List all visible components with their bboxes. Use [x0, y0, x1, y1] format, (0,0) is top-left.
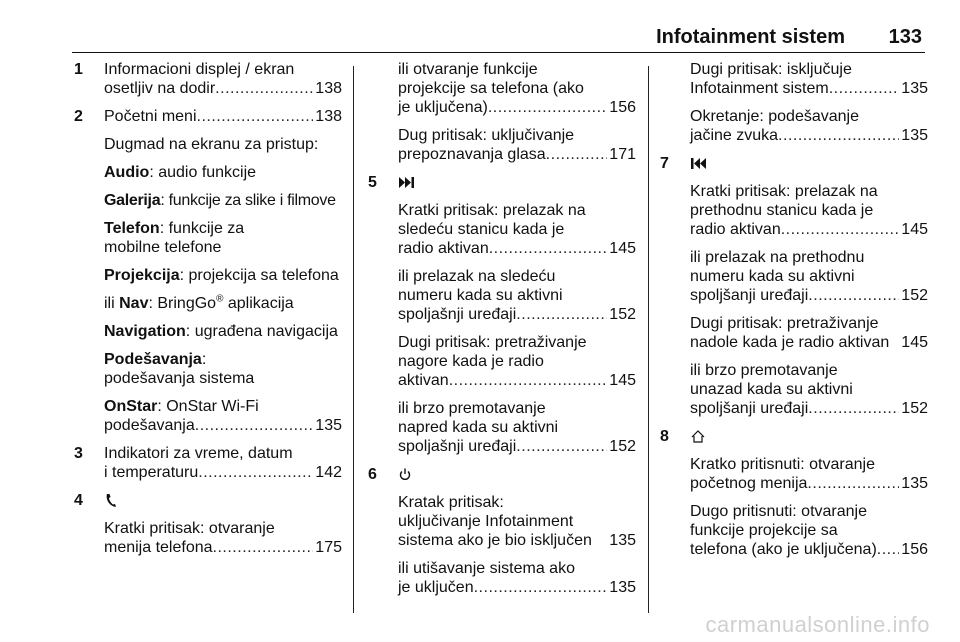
list-item-3 — [74, 444, 342, 482]
term-navigation: Navigation — [104, 323, 186, 340]
item-text: unazad kada su aktivni — [690, 381, 853, 398]
item-text: osetljiv na dodir — [104, 80, 216, 97]
leader-dots — [877, 540, 900, 559]
item-text: Infotainment sistem — [690, 80, 829, 97]
list-item-continued — [660, 60, 928, 145]
term-telefon: Telefon — [104, 220, 160, 237]
item-text: numeru kada su aktivni — [398, 287, 563, 304]
item-text: radio aktivan — [398, 240, 489, 257]
item-text: jačine zvuka — [690, 127, 779, 144]
registered-mark: ® — [216, 293, 224, 305]
item-text: sledeću stanicu kada je — [398, 221, 565, 238]
leader-dots — [449, 371, 608, 390]
page-reference[interactable]: 145 — [609, 240, 636, 257]
term-onstar: OnStar — [104, 398, 158, 415]
item-text: spoljšanji uređaji — [690, 400, 809, 417]
leader-dots — [489, 239, 608, 258]
page-reference[interactable]: 152 — [609, 438, 636, 455]
term-description: : ugrađena navigacija — [185, 323, 338, 340]
page-reference[interactable]: 171 — [609, 146, 636, 163]
item-text: nagore kada je radio — [398, 353, 544, 370]
item-text: Informacioni displej / ekran — [104, 61, 295, 78]
leader-dots — [474, 578, 608, 597]
phone-icon — [104, 491, 118, 510]
item-text: sistema ako je bio isključen — [398, 532, 592, 549]
item-text: Okretanje: podešavanje — [690, 108, 859, 125]
item-text: numeru kada su aktivni — [690, 268, 855, 285]
term-prefix: ili — [104, 295, 120, 312]
item-text: ili prelazak na sledeću — [398, 268, 556, 285]
column-3 — [660, 60, 928, 568]
page-header — [0, 26, 960, 54]
page-reference[interactable]: 145 — [609, 372, 636, 389]
item-text: je uključena) — [398, 99, 488, 116]
item-text: funkcije projekcije sa — [690, 522, 838, 539]
leader-dots — [807, 474, 899, 493]
list-item-2 — [74, 107, 342, 435]
term-description: : audio funkcije — [149, 164, 257, 181]
page-reference[interactable]: 145 — [901, 221, 928, 238]
home-icon — [690, 427, 706, 446]
list-item-8 — [660, 427, 928, 559]
item-text: Dugmad na ekranu za pristup: — [104, 136, 319, 153]
item-text: Početni meni — [104, 108, 197, 125]
list-item-4 — [74, 491, 342, 557]
page-reference[interactable]: 138 — [315, 108, 342, 125]
term-projekcija: Projekcija — [104, 267, 180, 284]
term-description: : funkcije za — [159, 220, 245, 237]
item-text: Dug pritisak: uključivanje — [398, 127, 575, 144]
leader-dots — [546, 145, 608, 164]
page-reference[interactable]: 135 — [901, 475, 928, 492]
item-text: spoljašnji uređaji — [398, 306, 517, 323]
item-text: telefona (ako je uključena) — [690, 541, 877, 558]
leader-dots — [516, 305, 607, 324]
item-text: ili otvaranje funkcije — [398, 61, 538, 78]
page-reference[interactable]: 156 — [609, 99, 636, 116]
page-title: Infotainment sistem — [656, 26, 845, 48]
item-text: projekcije sa telefona (ako — [398, 80, 584, 97]
item-text: Kratak pritisak: — [398, 494, 504, 511]
item-number: 3 — [74, 445, 83, 462]
leader-dots — [829, 79, 900, 98]
term-description: : projekcija sa telefona — [179, 267, 339, 284]
item-text: Kratki pritisak: otvaranje — [104, 520, 275, 537]
leader-dots — [195, 416, 314, 435]
item-text: Dugo pritisnuti: otvaranje — [690, 503, 867, 520]
item-number: 6 — [368, 466, 377, 483]
list-item-5 — [368, 173, 636, 456]
item-number: 7 — [660, 155, 669, 172]
item-text: spoljšanji uređaji — [690, 287, 809, 304]
next-track-icon — [398, 173, 416, 192]
item-text: prethodnu stanicu kada je — [690, 202, 874, 219]
page-reference[interactable]: 152 — [901, 400, 928, 417]
item-text: početnog menija — [690, 475, 808, 492]
column-2 — [368, 60, 636, 606]
leader-dots — [488, 98, 607, 117]
page-reference[interactable]: 145 — [901, 334, 928, 351]
column-divider — [353, 66, 354, 613]
term-description: podešavanja sistema — [104, 370, 255, 387]
page-reference[interactable]: 135 — [609, 579, 636, 596]
item-number: 5 — [368, 174, 377, 191]
page-reference[interactable]: 135 — [901, 80, 928, 97]
item-text: Indikatori za vreme, datum — [104, 445, 293, 462]
item-text: i temperaturu — [104, 464, 199, 481]
leader-dots — [516, 437, 607, 456]
item-number: 8 — [660, 428, 669, 445]
term-galerija: Galerija — [104, 192, 161, 209]
item-text: Dugi pritisak: pretraživanje — [398, 334, 587, 351]
page-reference[interactable]: 135 — [609, 532, 636, 549]
term-description: mobilne telefone — [104, 239, 222, 256]
leader-dots — [213, 538, 314, 557]
item-text: menija telefona — [104, 539, 213, 556]
page-number: 133 — [888, 26, 922, 48]
page-reference[interactable]: 152 — [609, 306, 636, 323]
page-reference[interactable]: 152 — [901, 287, 928, 304]
item-number: 1 — [74, 61, 83, 78]
leader-dots — [808, 286, 899, 305]
item-text: ili brzo premotavanje — [398, 400, 546, 417]
leader-dots — [808, 399, 899, 418]
item-text: nadole kada je radio aktivan — [690, 334, 890, 351]
list-item-7 — [660, 154, 928, 418]
item-text: Dugi pritisak: pretraživanje — [690, 315, 879, 332]
leader-dots — [781, 220, 900, 239]
power-icon — [398, 465, 412, 484]
term-podesavanja: Podešavanja — [104, 351, 202, 368]
list-item-6 — [368, 465, 636, 597]
term-description: podešavanja — [104, 417, 195, 434]
item-text: radio aktivan — [690, 221, 781, 238]
term-nav: Nav — [119, 295, 149, 312]
item-text: uključivanje Infotainment — [398, 513, 574, 530]
watermark: carmanualsonline.info — [705, 612, 930, 637]
header-rule — [72, 52, 925, 53]
item-text: ili utišavanje sistema ako — [398, 560, 575, 577]
leader-dots — [198, 463, 313, 482]
column-divider — [648, 66, 649, 613]
term-description: aplikacija — [223, 295, 294, 312]
previous-track-icon — [690, 154, 708, 173]
column-1 — [74, 60, 342, 566]
list-item-continued — [368, 60, 636, 164]
page-reference[interactable]: 156 — [901, 541, 928, 558]
term-description: : BringGo — [148, 295, 217, 312]
term-description: : funkcije za slike i filmove — [160, 192, 336, 209]
item-number: 2 — [74, 108, 83, 125]
item-text: ili brzo premotavanje — [690, 362, 838, 379]
page-reference[interactable]: 142 — [315, 464, 342, 481]
list-item-1 — [74, 60, 342, 98]
item-text: Dugi pritisak: isključuje — [690, 61, 852, 78]
item-text: napred kada su aktivni — [398, 419, 559, 436]
item-text: spoljašnji uređaji — [398, 438, 517, 455]
term-audio: Audio — [104, 164, 150, 181]
item-text: Kratki pritisak: prelazak na — [398, 202, 586, 219]
leader-dots — [778, 126, 899, 145]
term-description: : OnStar Wi-Fi — [157, 398, 259, 415]
page-reference[interactable]: 135 — [901, 127, 928, 144]
item-text: aktivan — [398, 372, 449, 389]
item-number: 4 — [74, 492, 83, 509]
page-reference[interactable]: 135 — [315, 417, 342, 434]
term-description: : — [201, 351, 207, 368]
item-text: Kratki pritisak: prelazak na — [690, 183, 878, 200]
leader-dots — [215, 79, 313, 98]
item-text: prepoznavanja glasa — [398, 146, 546, 163]
page-reference[interactable]: 175 — [315, 539, 342, 556]
page-reference[interactable]: 138 — [315, 80, 342, 97]
item-text: ili prelazak na prethodnu — [690, 249, 865, 266]
leader-dots — [197, 107, 314, 126]
item-text: Kratko pritisnuti: otvaranje — [690, 456, 875, 473]
item-text: je uključen — [398, 579, 474, 596]
